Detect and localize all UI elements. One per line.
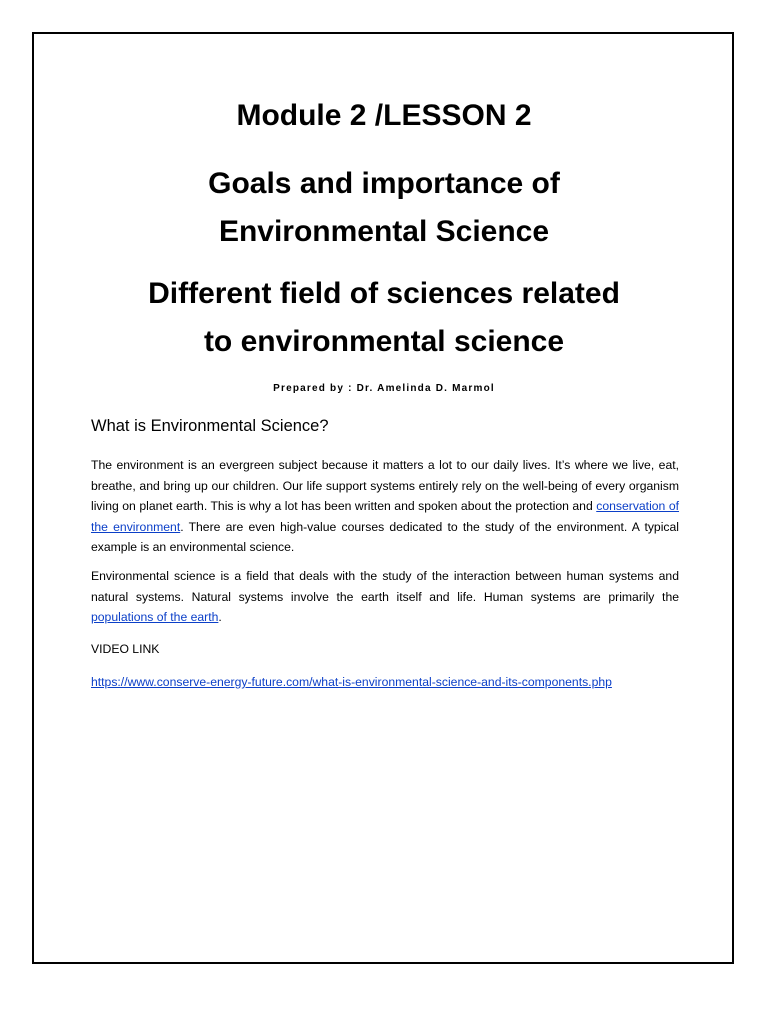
conservation-link[interactable]: conservation of the environment	[91, 499, 680, 534]
section-heading: What is Environmental Science?	[91, 417, 329, 435]
paragraph-definition	[91, 566, 679, 628]
video-url-link[interactable]: https://www.conserve-energy-future.com/what-is-environmental-science-and-its-components.php	[91, 675, 612, 689]
paragraph-intro-text-a: The environment is an evergreen subject because it matters a lot to our daily lives. It’s where we live, eat, breathe, and bring up our children. Our life support systems entirely rely on the well-being of every organism living on planet earth. This is why a lot has been written and spoken about the protection and	[91, 458, 679, 513]
video-url-container	[91, 672, 612, 692]
fields-title-line1: Different field of sciences related	[148, 277, 620, 310]
fields-title-line2: to environmental science	[203, 325, 565, 358]
goals-title-line2: Environmental Science	[218, 215, 550, 248]
paragraph-definition-text-b: .	[218, 610, 222, 624]
paragraph-intro	[91, 455, 679, 558]
module-title: Module 2 /LESSON 2	[236, 99, 532, 132]
video-link-label: VIDEO LINK	[91, 642, 160, 656]
paragraph-intro-text-b: . There are even high-value courses dedicated to the study of the environment. A typical example is an environmental science.	[91, 519, 679, 554]
populations-link[interactable]: populations of the earth	[91, 610, 219, 624]
prepared-by: Prepared by : Dr. Amelinda D. Marmol	[273, 383, 495, 394]
goals-title	[0, 160, 768, 256]
paragraph-definition-text-a: Environmental science is a field that deals with the study of the interaction between human systems and natural systems. Natural systems involve the earth itself and life. Human systems are primarily the	[91, 569, 679, 604]
fields-title	[0, 270, 768, 366]
goals-title-line1: Goals and importance of	[208, 167, 560, 200]
